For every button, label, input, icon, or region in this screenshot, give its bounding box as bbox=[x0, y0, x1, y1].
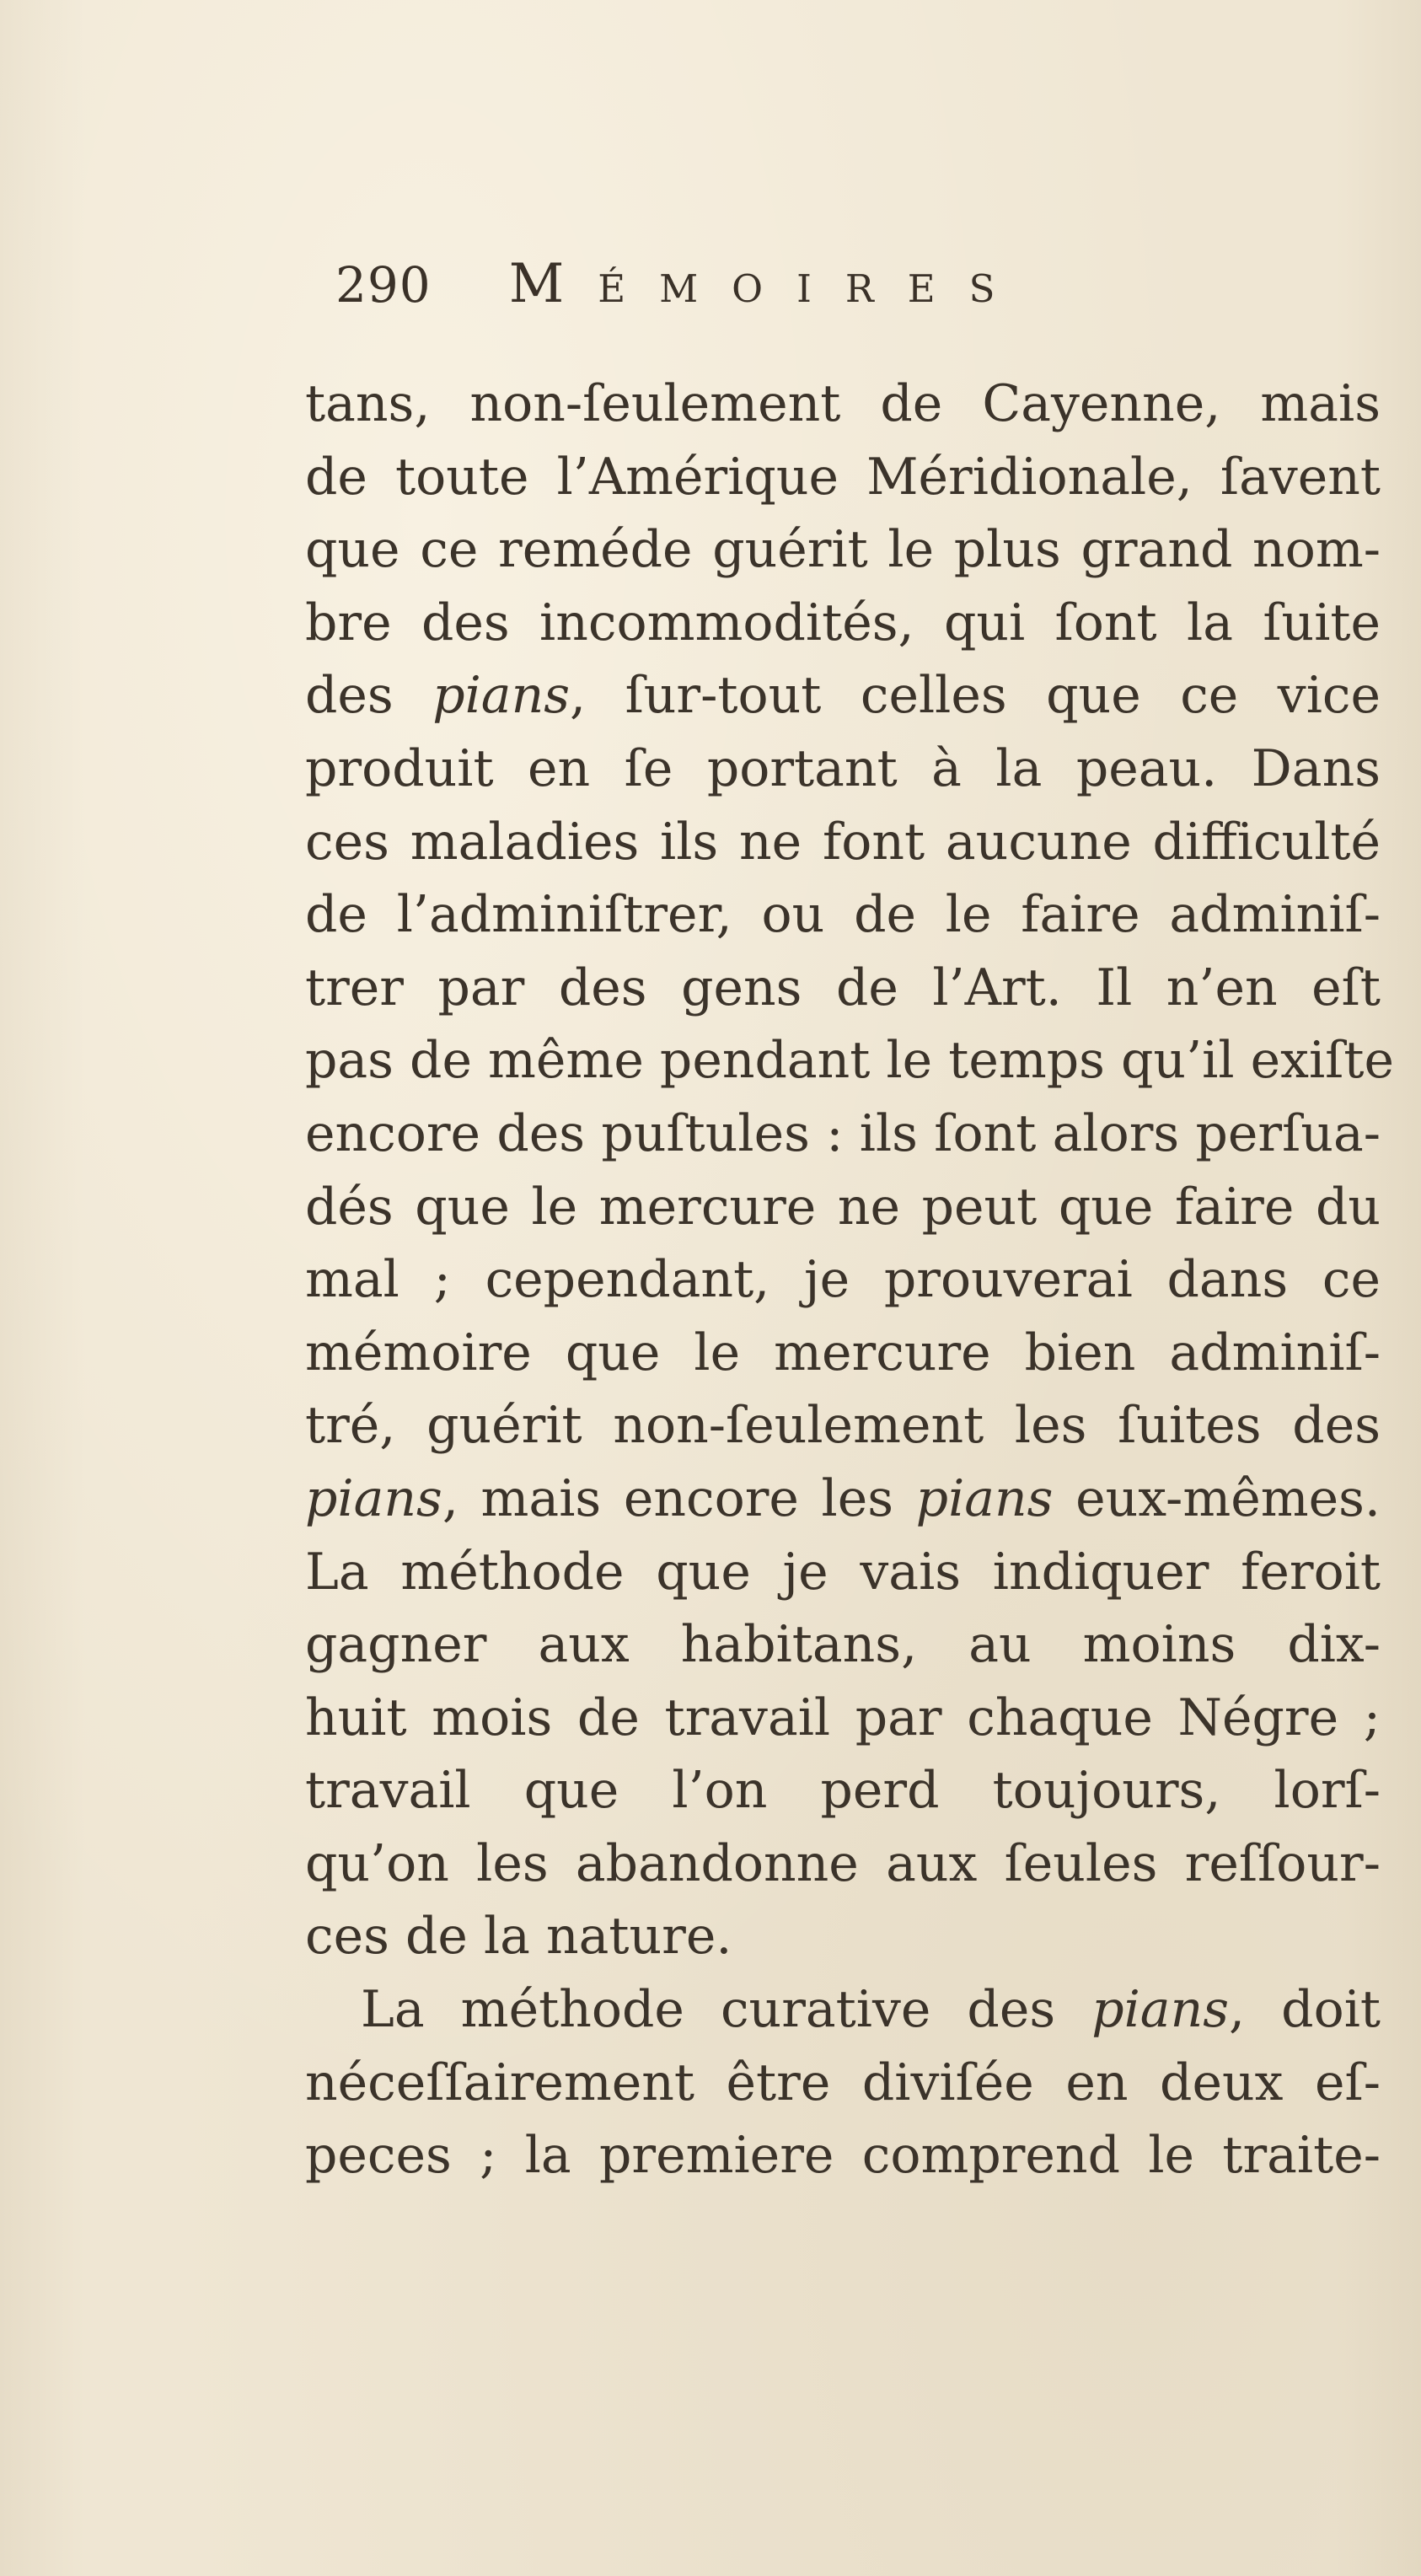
page-number: 290 bbox=[335, 256, 432, 314]
text-line: dés que le mercure ne peut que faire du bbox=[305, 1177, 1381, 1237]
running-head bbox=[335, 253, 1178, 346]
italic-term: pians bbox=[1091, 1980, 1230, 2040]
text-line: trer par des gens de l’Art. Il n’en eſt bbox=[305, 958, 1381, 1017]
text-line: mal ; cependant, je prouverai dans ce bbox=[305, 1250, 1381, 1310]
text-line: pas de même pendant le temps qu’il exiſte bbox=[305, 1031, 1394, 1091]
text-line: peces ; la premiere comprend le traite- bbox=[305, 2126, 1381, 2186]
text-line: tans, non-ſeulement de Cayenne, mais bbox=[305, 374, 1381, 433]
text-line: de l’adminiſtrer, ou de le faire adminiſ- bbox=[305, 885, 1381, 945]
text-line: huit mois de travail par chaque Négre ; bbox=[305, 1688, 1381, 1747]
text-line: des pians, ſur-tout celles que ce vice bbox=[305, 666, 1381, 726]
text-line: néceſſairement être diviſée en deux eſ- bbox=[305, 2053, 1381, 2112]
italic-term: pians bbox=[432, 666, 571, 726]
text-line: La méthode curative des pians, doit bbox=[361, 1980, 1381, 2040]
text-line: produit en ſe portant à la peau. Dans bbox=[305, 738, 1381, 798]
body-text bbox=[305, 368, 1394, 2192]
text-line: pians, mais encore les pians eux-mêmes. bbox=[305, 1468, 1381, 1528]
text-line: ces maladies ils ne font aucune difficulté bbox=[305, 812, 1381, 872]
text-line: travail que l’on perd toujours, lorſ- bbox=[305, 1761, 1381, 1821]
text-line: encore des puſtules : ils ſont alors perſua- bbox=[305, 1103, 1381, 1163]
text-line: que ce reméde guérit le plus grand nom- bbox=[305, 520, 1381, 580]
text-line: bre des incommodités, qui ſont la ſuite bbox=[305, 593, 1381, 652]
text-line: tré, guérit non-ſeulement les ſuites des bbox=[305, 1396, 1381, 1456]
text-line: mémoire que le mercure bien adminiſ- bbox=[305, 1323, 1381, 1382]
italic-term: pians bbox=[305, 1468, 442, 1528]
italic-term: pians bbox=[915, 1468, 1054, 1528]
text-line: gagner aux habitans, au moins dix- bbox=[305, 1615, 1381, 1675]
running-title: Mémoires bbox=[508, 253, 1029, 315]
text-line: La méthode que je vais indiquer feroit bbox=[305, 1542, 1381, 1602]
text-line: ces de la nature. bbox=[305, 1907, 732, 1967]
text-line: de toute l’Amérique Méridionale, ſavent bbox=[305, 447, 1381, 507]
text-line: qu’on les abandonne aux ſeules reſſour- bbox=[305, 1833, 1381, 1893]
